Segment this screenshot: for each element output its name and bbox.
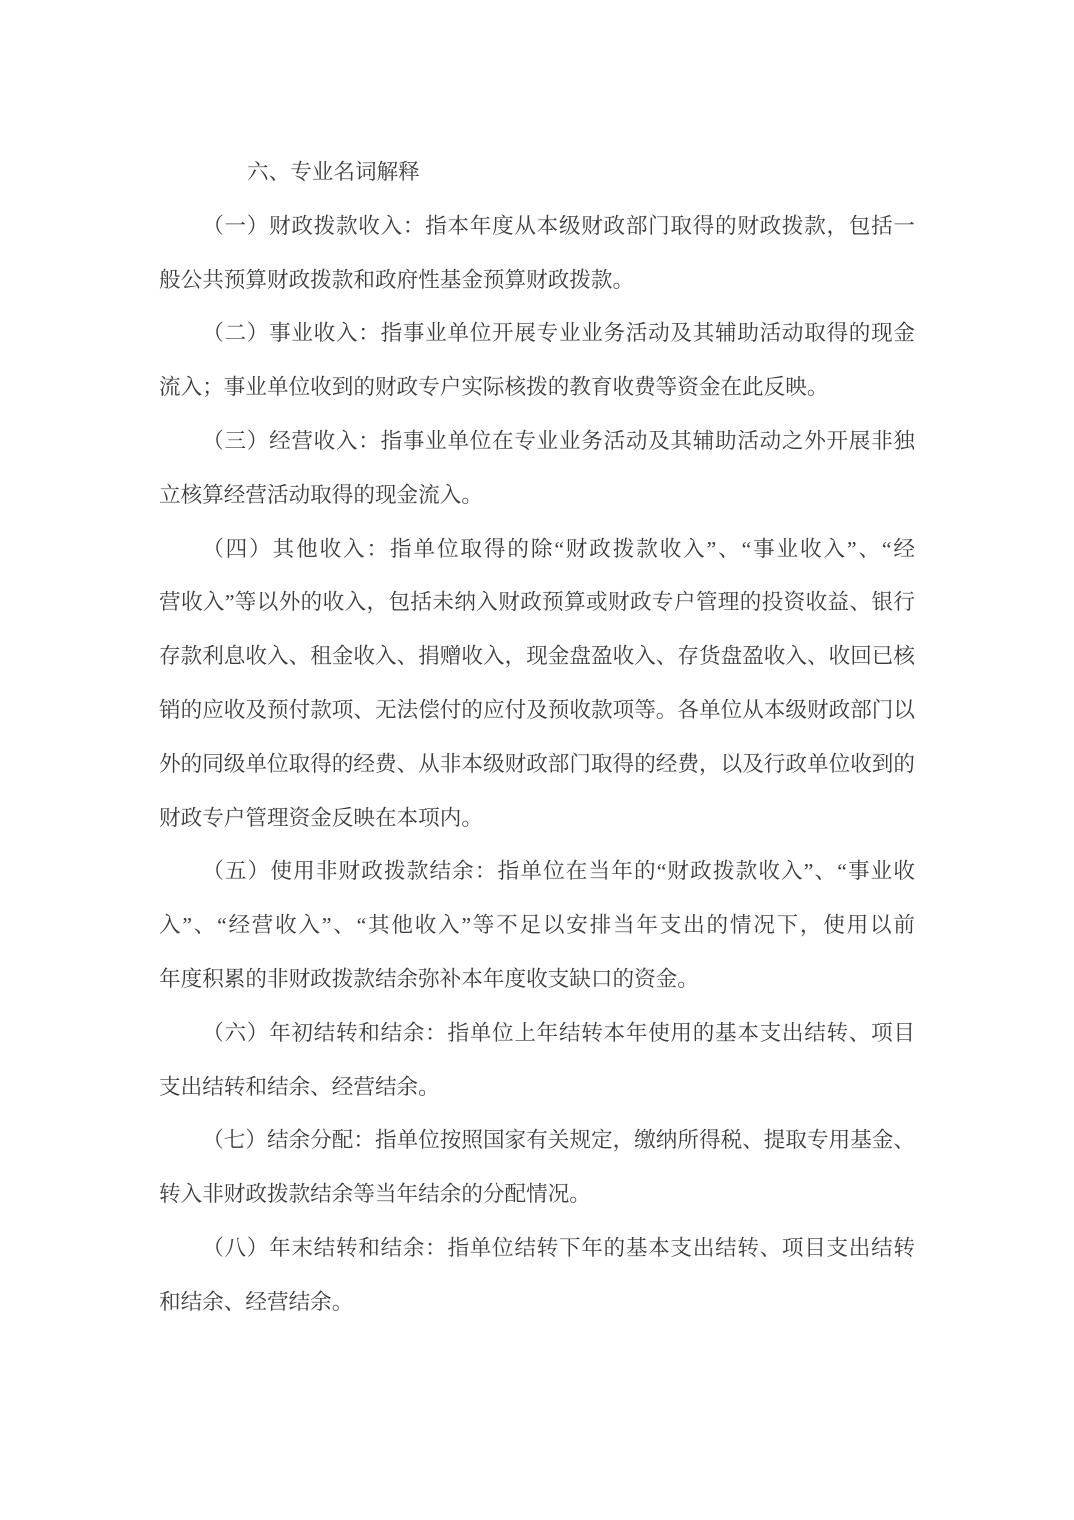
text-line: 财政专户管理资金反映在本项内。 <box>159 805 483 830</box>
text-line: 外的同级单位取得的经费、从非本级财政部门取得的经费，以及行政单位收到的 <box>159 751 915 776</box>
text-line: （五）使用非财政拨款结余：指单位在当年的“财政拨款收入”、“事业收 <box>202 859 915 884</box>
glossary-paragraph <box>159 523 915 846</box>
text-line: 营收入”等以外的收入，包括未纳入财政预算或财政专户管理的投资收益、银行 <box>159 590 915 615</box>
text-line: 存款利息收入、租金收入、捐赠收入，现金盘盈收入、存货盘盈收入、收回已核 <box>159 644 915 669</box>
glossary-paragraph <box>159 1114 915 1222</box>
text-line: （四）其他收入：指单位取得的除“财政拨款收入”、“事业收入”、“经 <box>202 536 915 561</box>
text-line: 转入非财政拨款结余等当年结余的分配情况。 <box>159 1182 591 1207</box>
glossary-paragraph <box>159 200 915 308</box>
text-line: 入”、“经营收入”、“其他收入”等不足以安排当年支出的情况下，使用以前 <box>159 913 915 938</box>
text-line: 年度积累的非财政拨款结余弥补本年度收支缺口的资金。 <box>159 966 699 991</box>
document-body <box>159 200 915 1330</box>
text-line: 流入；事业单位收到的财政专户实际核拨的教育收费等资金在此反映。 <box>159 375 829 400</box>
glossary-paragraph <box>159 1007 915 1115</box>
text-line: （三）经营收入：指事业单位在专业业务活动及其辅助活动之外开展非独 <box>202 428 915 453</box>
text-line: （七）结余分配：指单位按照国家有关规定，缴纳所得税、提取专用基金、 <box>202 1128 915 1153</box>
glossary-paragraph <box>159 845 915 1006</box>
document-text-block <box>159 146 915 1330</box>
text-line: 销的应收及预付款项、无法偿付的应付及预收款项等。各单位从本级财政部门以 <box>159 697 915 722</box>
text-line: 和结余、经营结余。 <box>159 1289 354 1314</box>
glossary-paragraph <box>159 415 915 523</box>
glossary-paragraph <box>159 1222 915 1330</box>
section-title: 六、专业名词解释 <box>247 160 420 184</box>
text-line: 支出结转和结余、经营结余。 <box>159 1074 440 1099</box>
glossary-paragraph <box>159 307 915 415</box>
text-line: （二）事业收入：指事业单位开展专业业务活动及其辅助活动取得的现金 <box>202 321 915 346</box>
text-line: （八）年末结转和结余：指单位结转下年的基本支出结转、项目支出结转 <box>202 1235 915 1260</box>
text-line: 般公共预算财政拨款和政府性基金预算财政拨款。 <box>159 267 635 292</box>
text-line: （六）年初结转和结余：指单位上年结转本年使用的基本支出结转、项目 <box>202 1020 915 1045</box>
text-line: （一）财政拨款收入：指本年度从本级财政部门取得的财政拨款，包括一 <box>202 213 915 238</box>
text-line: 立核算经营活动取得的现金流入。 <box>159 482 483 507</box>
